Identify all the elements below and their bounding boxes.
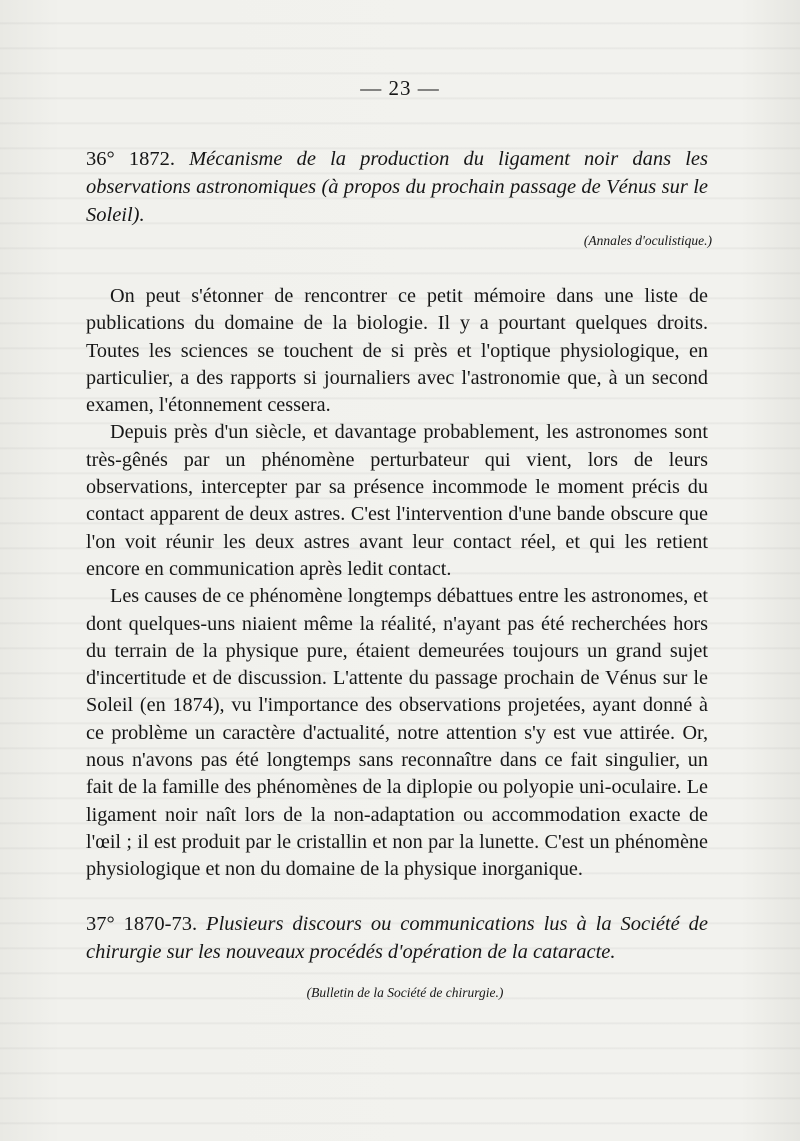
entry-number: 37° [86,913,124,935]
entry-title: Mécanisme de la production du ligament noir dans les observations astronomiques (à propos du prochain passage de Vénus sur le Soleil). [86,148,708,226]
entry-year: 1872. [128,148,190,170]
paragraph: Les causes de ce phénomène longtemps débattues entre les astronomes, et dont quelques-uns niaient même la réalité, n'ayant pas été recherchées hors du terrain de la physique pure, étaient demeurées toujours un grand sujet d'incertitude et de discussion. L'attente du passage prochain de Vénus sur le Soleil (en 1874), vu l'importance des observations projetées, ayant donné à ce problème un caractère d'actualité, notre attention s'y est vue attirée. Or, nous n'avons pas été longtemps sans reconnaître dans ce fait singulier, un fait de la famille des phénomènes de la diplopie ou polyopie uni-oculaire. Le ligament noir naît lors de la non-adaptation ou accommodation exacte de l'œil ; il est produit par le cristallin et non par la lunette. C'est un phénomène physiologique et non du domaine de la physique inorganique. [86,585,708,881]
entry-description [86,283,708,884]
entry-source: (Bulletin de la Société de chirurgie.) [306,985,504,1000]
paragraph: Depuis près d'un siècle, et davantage probablement, les astronomes sont très-gênés par un phénomène perturbateur qui vient, lors de leurs observations, intercepter par sa présence incommode le moment précis du contact apparent de deux astres. C'est l'intervention d'une bande obscure que l'on voit réunir les deux astres avant leur contact réel, et qui les retient encore en communication après ledit contact. [86,421,708,580]
page-number: — 23 — [360,76,440,100]
paragraph: On peut s'étonner de rencontrer ce petit mémoire dans une liste de publications du domaine de la biologie. Il y a pourtant quelques droits. Toutes les sciences se touchent de si près et l'optique physiologique, en particulier, a des rapports si journaliers avec l'astronomie que, à un second examen, l'étonnement cessera. [86,285,708,417]
entry-source: (Annales d'oculistique.) [583,233,712,248]
entry-heading-36 [86,145,708,229]
entry-title: Plusieurs discours ou communications lus à la Société de chirurgie sur les nouveaux procédés d'opération de la cataracte. [86,913,709,963]
entry-number: 36° [86,148,129,170]
entry-heading-37 [86,910,708,966]
entry-year: 1870-73. [123,913,207,935]
